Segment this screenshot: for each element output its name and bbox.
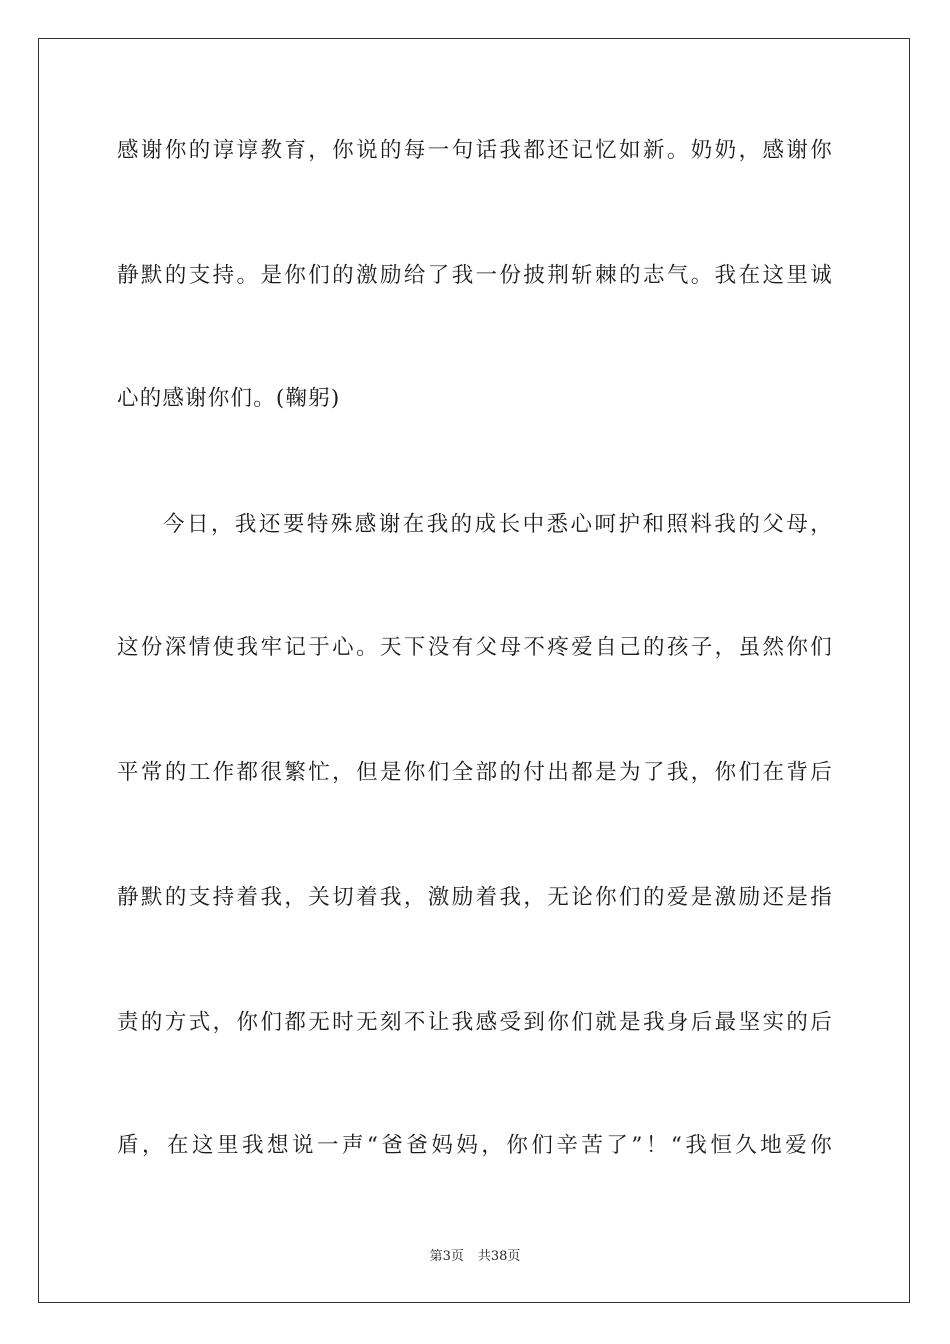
paragraph-line-9: 盾，在这里我想说一声“爸爸妈妈，你们辛苦了”！“我恒久地爱你 bbox=[117, 1133, 833, 1158]
paragraph-line-4: 今日，我还要特殊感谢在我的成长中悉心呵护和照料我的父母， bbox=[163, 512, 833, 537]
page-total: 共38页 bbox=[477, 1249, 521, 1264]
paragraph-line-7: 静默的支持着我，关切着我，激励着我，无论你们的爱是激励还是指 bbox=[117, 885, 833, 910]
paragraph-line-8: 责的方式，你们都无时无刻不让我感受到你们就是我身后最坚实的后 bbox=[117, 1010, 833, 1035]
paragraph-line-5: 这份深情使我牢记于心。天下没有父母不疼爱自己的孩子，虽然你们 bbox=[117, 635, 833, 660]
page-footer bbox=[0, 1248, 950, 1266]
paragraph-line-1: 感谢你的谆谆教育，你说的每一句话我都还记忆如新。奶奶，感谢你 bbox=[117, 138, 833, 163]
paragraph-line-2: 静默的支持。是你们的激励给了我一份披荆斩棘的志气。我在这里诚 bbox=[117, 263, 833, 288]
page-border bbox=[38, 38, 910, 1303]
page-number: 第3页 bbox=[429, 1249, 464, 1264]
paragraph-line-3: 心的感谢你们。(鞠躬) bbox=[117, 386, 341, 411]
paragraph-line-6: 平常的工作都很繁忙，但是你们全部的付出都是为了我，你们在背后 bbox=[117, 760, 833, 785]
